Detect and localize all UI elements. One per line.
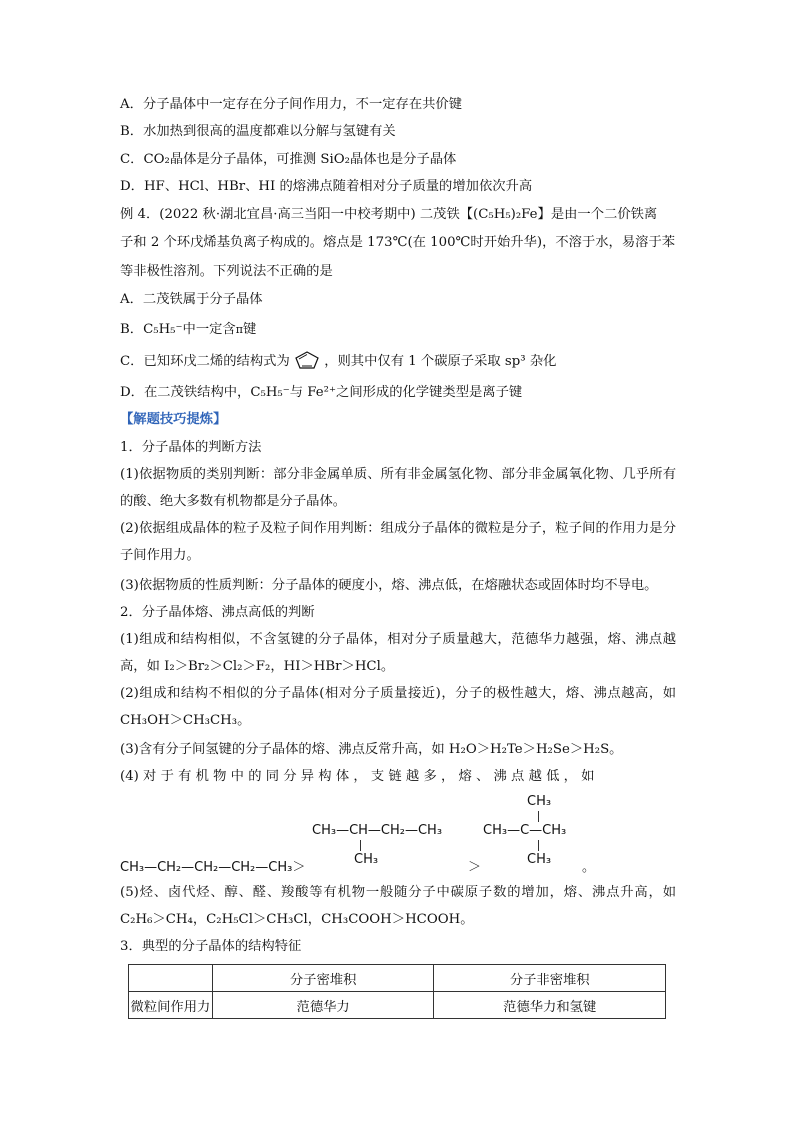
neopentane-bottom-methyl: CH₃ <box>527 852 552 867</box>
example4-option-d: D．在二茂铁结构中，C₅H₅⁻与 Fe²⁺之间形成的化学键类型是离子键 <box>120 385 523 400</box>
n-pentane-formula: CH₃—CH₂—CH₂—CH₂—CH₃＞ <box>120 860 306 875</box>
section1-paragraph-3: (3)依据物质的性质判断：分子晶体的硬度小，熔、沸点低，在熔融状态或固体时均不导电。 <box>120 578 658 593</box>
neopentane-formula: CH₃—C—CH₃ <box>483 823 567 838</box>
section2-title: 2．分子晶体熔、沸点高低的判断 <box>120 605 315 620</box>
section1-paragraph-1: (1)依据物质的类别判断：部分非金属单质、所有非金属氢化物、部分非金属氧化物、几乎所有的酸、绝大多数有机物都是分子晶体。 <box>120 467 676 509</box>
table-header-row <box>129 965 666 992</box>
section3-title: 3．典型的分子晶体的结构特征 <box>120 939 302 954</box>
greater-than-sign: ＞ <box>468 860 482 875</box>
sentence-end: 。 <box>582 860 596 875</box>
option-c-prefix: C．已知环戊二烯的结构式为 <box>120 354 290 369</box>
example4-stem-line1: 例 4．(2022 秋·湖北宜昌·高三当阳一中校考期中) 二茂铁【(C₅H₅)₂Fe】是由一个二价铁离 <box>120 207 658 222</box>
section2-paragraph-3: (3)含有分子间氢键的分子晶体的熔、沸点反常升高，如 H₂O＞H₂Te＞H₂Se＞H₂S。 <box>120 742 623 757</box>
tips-heading: 【解题技巧提炼】 <box>120 412 227 427</box>
table-header-cell: 分子密堆积 <box>212 965 434 992</box>
table-cell: 范德华力和氢键 <box>434 992 666 1019</box>
q3-option-a: A．分子晶体中一定存在分子间作用力，不一定存在共价键 <box>120 97 463 112</box>
neopentane-bottom-bond <box>538 840 539 851</box>
section2-paragraph-5: (5)烃、卤代烃、醇、醛、羧酸等有机物一般随分子中碳原子数的增加，熔、沸点升高，如 C₂H₆＞CH₄，C₂H₅Cl＞CH₃Cl，CH₃COOH＞HCOOH。 <box>120 885 676 927</box>
isopentane-formula: CH₃—CH—CH₂—CH₃ <box>312 823 443 838</box>
section1-paragraph-2: (2)依据组成晶体的粒子及粒子间作用判断：组成分子晶体的微粒是分子，粒子间的作用力是分子间作用力。 <box>120 521 676 563</box>
table-row <box>129 992 666 1019</box>
neopentane-top-methyl: CH₃ <box>527 794 552 809</box>
table-header-cell: 分子非密堆积 <box>434 965 666 992</box>
table-cell: 微粒间作用力 <box>129 992 213 1019</box>
cyclopentadiene-structure-icon <box>294 351 320 369</box>
section2-paragraph-4: (4) 对 于 有 机 物 中 的 同 分 异 构 体 ， 支 链 越 多 ， 熔 、 沸 点 越 低 ， 如 <box>120 769 595 784</box>
example4-option-a: A．二茂铁属于分子晶体 <box>120 292 263 307</box>
option-b-suffix: 键 <box>242 322 257 337</box>
pi-symbol: π <box>235 323 243 336</box>
section2-paragraph-2: (2)组成和结构不相似的分子晶体(相对分子质量接近)，分子的极性越大，熔、沸点越高，如 CH₃OH＞CH₃CH₃。 <box>120 686 676 728</box>
q3-option-c: C．CO₂晶体是分子晶体，可推测 SiO₂晶体也是分子晶体 <box>120 152 457 167</box>
q3-option-b: B．水加热到很高的温度都难以分解与氢键有关 <box>120 124 396 139</box>
example4-option-b <box>120 320 256 340</box>
section1-title: 1．分子晶体的判断方法 <box>120 440 262 455</box>
option-b-prefix: B．C₅H₅⁻中一定含 <box>120 322 236 337</box>
example4-option-c <box>120 351 556 372</box>
section2-paragraph-1: (1)组成和结构相似，不含氢键的分子晶体，相对分子质量越大，范德华力越强，熔、沸点越高，如 I₂＞Br₂＞Cl₂＞F₂，HI＞HBr＞HCl。 <box>120 632 676 674</box>
isopentane-branch-bond <box>360 840 361 851</box>
molecular-crystal-structure-table <box>128 964 666 1019</box>
isopentane-branch: CH₃ <box>354 852 379 867</box>
option-c-suffix: ，则其中仅有 1 个碳原子采取 sp³ 杂化 <box>324 354 557 369</box>
example4-stem-line3: 等非极性溶剂。下列说法不正确的是 <box>120 264 333 279</box>
q3-option-d: D．HF、HCl、HBr、HI 的熔沸点随着相对分子质量的增加依次升高 <box>120 179 533 194</box>
table-header-cell <box>129 965 213 992</box>
example4-stem-line2: 子和 2 个环戊烯基负离子构成的。熔点是 173℃(在 100℃时开始升华)，不溶于水，易溶于苯 <box>120 235 676 250</box>
neopentane-top-bond <box>538 811 539 822</box>
table-cell: 范德华力 <box>212 992 434 1019</box>
